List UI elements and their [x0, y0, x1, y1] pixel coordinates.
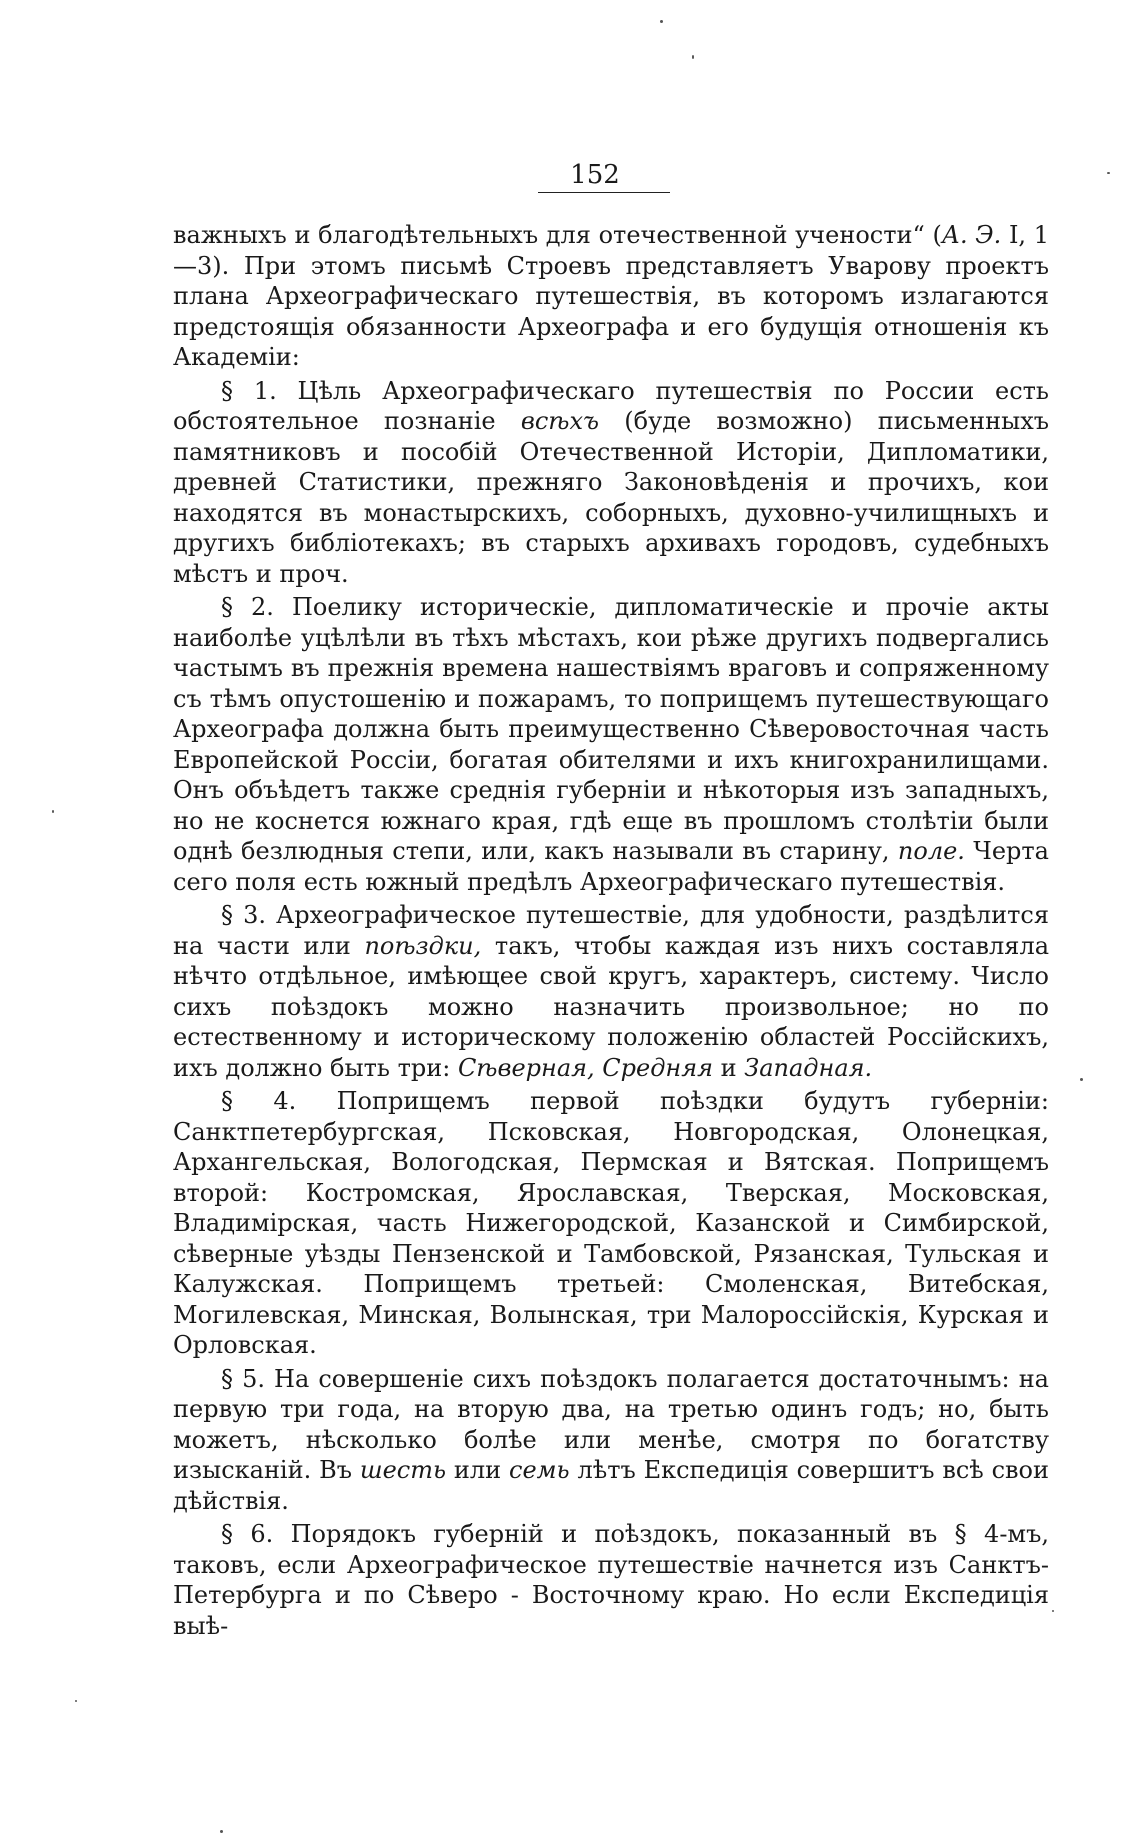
emphasis-text: поѣздки, — [364, 931, 482, 960]
page-number-underline — [538, 192, 670, 193]
page-number: 152 — [570, 160, 620, 190]
paragraph — [173, 1519, 1049, 1641]
body-text: § 5. На совершеніе сихъ поѣздокъ полагается достаточнымъ: на первую три года, на вторую два, на третью одинъ годъ; но, быть можетъ, нѣсколько болѣе или менѣе, смотря по богатству изысканій. Въ — [173, 1364, 1049, 1484]
paragraph — [173, 220, 1049, 373]
emphasis-text: А. Э. — [941, 221, 1002, 249]
scan-speck — [75, 1700, 77, 1702]
body-text: § 3. Археографическое путешествіе, для удобности, раздѣлится на части или — [173, 901, 1049, 960]
scan-speck — [220, 1830, 223, 1833]
paragraph — [173, 1364, 1049, 1517]
emphasis-text: всѣхъ — [520, 407, 599, 435]
scan-speck — [52, 810, 54, 813]
paragraph — [173, 900, 1049, 1083]
body-text: важныхъ и благодѣтельныхъ для отечественной учености“ ( — [173, 221, 942, 249]
emphasis-text: семь — [509, 1456, 570, 1484]
body-text: I, 1—3). При этомъ письмѣ Строевъ представляетъ Уварову проектъ плана Археографическаго путешествія, въ которомъ излагаются предстоящія обязанности Археографа и его будущія отношенія къ Академіи: — [173, 221, 1049, 371]
body-text: § 4. Поприщемъ первой поѣздки будутъ губерніи: Санктпетербургская, Псковская, Новгородская, Олонецкая, Архангельская, Вологодская, Пермская и Вятская. Поприщемъ второй: Костромская, Ярославская, Тверская, Московская, Владимірская, часть Нижегородской, Казанской и Симбирской, сѣверные уѣзды Пензенской и Тамбовской, Рязанская, Тульская и Калужская. Поприщемъ третьей: Смоленская, Витебская, Могилевская, Минская, Волынская, три Малороссійскія, Курская и Орловская. — [173, 1087, 1049, 1359]
body-text: такъ, чтобы каждая изъ нихъ составляла нѣчто отдѣльное, имѣющее свой кругъ, характеръ, систему. Число сихъ поѣздокъ можно назначить произвольное; но по естественному и историческому положенію областей Россійскихъ, ихъ должно быть три: — [173, 931, 1049, 1082]
paragraph — [173, 592, 1049, 897]
paragraph — [173, 376, 1049, 590]
page-text — [173, 220, 1049, 1641]
emphasis-text: шесть — [359, 1456, 447, 1484]
scan-speck — [660, 20, 663, 23]
emphasis-text: поле. — [897, 837, 965, 865]
scan-speck — [1052, 1610, 1054, 1612]
body-text: Черта сего поля есть южный предѣлъ Археографическаго путешествія. — [173, 837, 1049, 896]
scan-speck — [1107, 172, 1110, 174]
emphasis-text: Сѣверная, Средняя — [457, 1053, 714, 1082]
body-text: и — [713, 1053, 745, 1082]
body-text: (буде возможно) письменныхъ памятниковъ и пособій Отечественной Исторіи, Дипломатики, древней Статистики, прежняго Законовѣденія и прочихъ, кои находятся въ монастырскихъ, соборныхъ, духовно-училищныхъ и другихъ библіотекахъ; въ старыхъ архивахъ городовъ, судебныхъ мѣстъ и проч. — [173, 407, 1049, 588]
body-text: или — [446, 1456, 510, 1484]
body-text: лѣтъ Експедиція совершитъ всѣ свои дѣйствія. — [173, 1456, 1049, 1515]
paragraph — [173, 1086, 1049, 1361]
scan-speck — [692, 55, 694, 59]
emphasis-text: Западная. — [744, 1053, 873, 1082]
scan-speck — [1080, 1078, 1083, 1081]
body-text: § 6. Порядокъ губерній и поѣздокъ, показанный въ § 4-мъ, таковъ, если Археографическое путешествіе начнется изъ Санктъ-Петербурга и по Сѣверо - Восточному краю. Но если Експедиція выѣ- — [173, 1520, 1049, 1640]
body-text: § 2. Поелику историческіе, дипломатическіе и прочіе акты наиболѣе уцѣлѣли въ тѣхъ мѣстахъ, кои рѣже другихъ подвергались частымъ въ прежнія времена нашествіямъ враговъ и сопряженному съ тѣмъ опустошенію и пожарамъ, то поприщемъ путешествующаго Археографа должна быть преимущественно Сѣверовосточная часть Европейской Россіи, богатая обителями и ихъ книгохранилищами. Онъ объѣдетъ также среднія губерніи и нѣкоторыя изъ западныхъ, но не коснется южнаго края, гдѣ еще въ прошломъ столѣтіи были однѣ безлюдныя степи, или, какъ называли въ старину, — [173, 593, 1049, 865]
body-text: § 1. Цѣль Археографическаго путешествія по России есть обстоятельное познаніе — [173, 376, 1049, 435]
